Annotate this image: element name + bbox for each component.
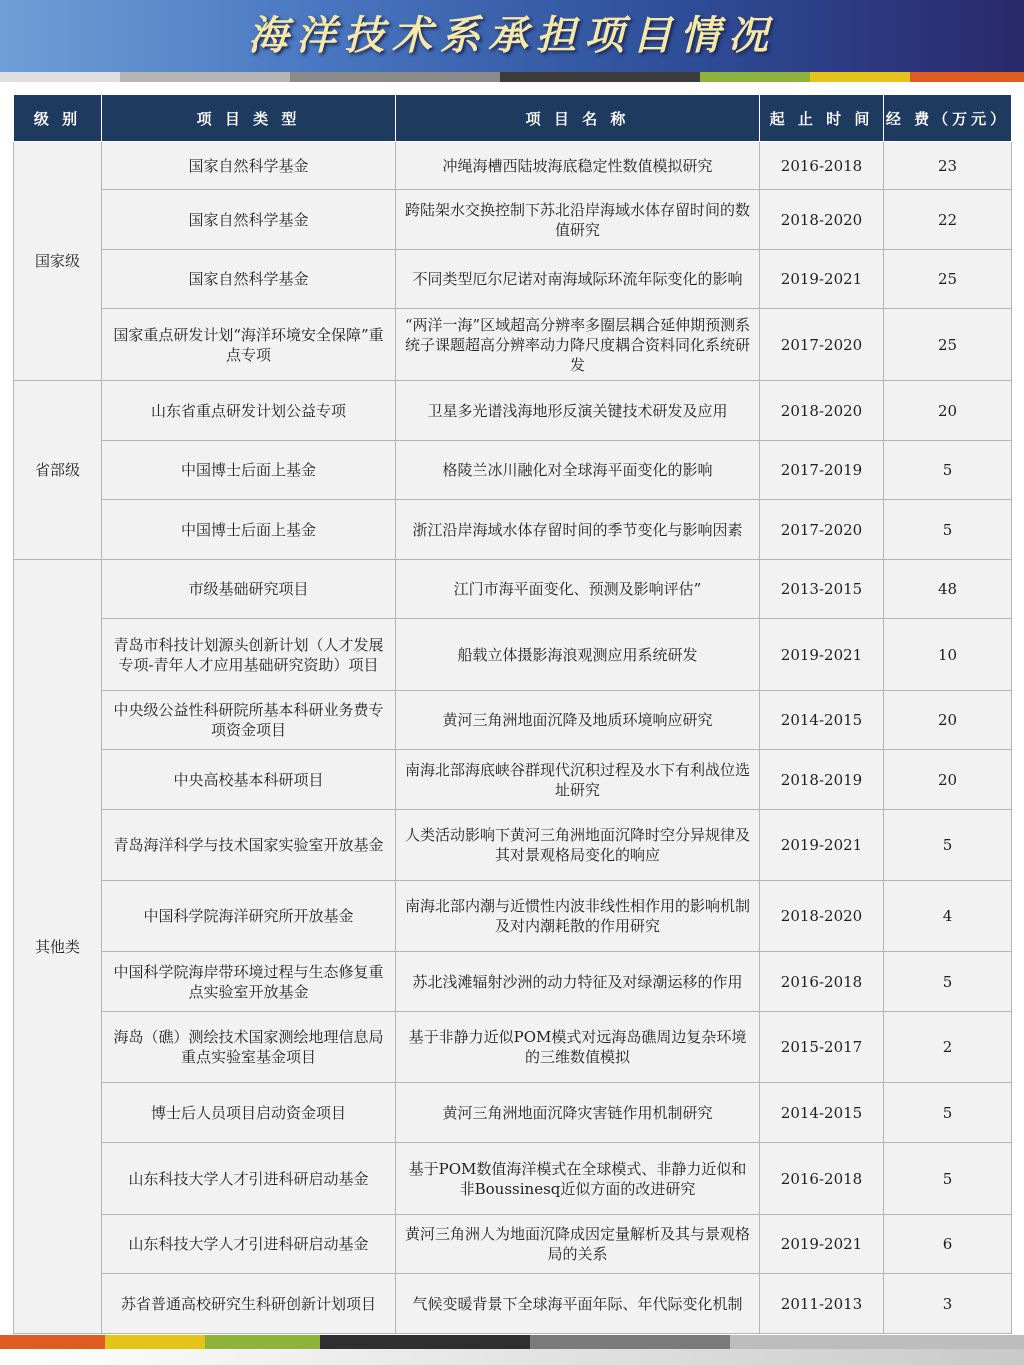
period-cell: 2013-2015 [760, 560, 884, 619]
type-cell: 博士后人员项目启动资金项目 [102, 1083, 396, 1143]
type-cell: 山东科技大学人才引进科研启动基金 [102, 1143, 396, 1215]
type-cell: 山东科技大学人才引进科研启动基金 [102, 1215, 396, 1274]
table-row [14, 619, 1012, 691]
period-cell: 2015-2017 [760, 1012, 884, 1083]
table-row [14, 1143, 1012, 1215]
type-cell: 苏省普通高校研究生科研创新计划项目 [102, 1274, 396, 1334]
page-title: 海洋技术系承担项目情况 [248, 13, 776, 59]
projects-table [13, 94, 1012, 1334]
table-row [14, 1274, 1012, 1334]
fund-cell: 6 [884, 1215, 1012, 1274]
header-period: 起 止 时 间 [760, 95, 884, 142]
type-cell: 山东省重点研发计划公益专项 [102, 381, 396, 441]
name-cell: 冲绳海槽西陆坡海底稳定性数值模拟研究 [396, 142, 760, 190]
period-cell: 2014-2015 [760, 1083, 884, 1143]
fund-cell: 25 [884, 250, 1012, 309]
header-type: 项 目 类 型 [102, 95, 396, 142]
period-cell: 2011-2013 [760, 1274, 884, 1334]
type-cell: 中国科学院海洋研究所开放基金 [102, 881, 396, 952]
period-cell: 2018-2020 [760, 881, 884, 952]
table-row [14, 190, 1012, 250]
type-cell: 国家自然科学基金 [102, 190, 396, 250]
name-cell: 浙江沿岸海域水体存留时间的季节变化与影响因素 [396, 500, 760, 560]
fund-cell: 2 [884, 1012, 1012, 1083]
type-cell: 青岛海洋科学与技术国家实验室开放基金 [102, 810, 396, 881]
fund-cell: 22 [884, 190, 1012, 250]
table-row [14, 952, 1012, 1012]
fund-cell: 5 [884, 500, 1012, 560]
period-cell: 2018-2019 [760, 750, 884, 810]
header-level: 级 别 [14, 95, 102, 142]
name-cell: 南海北部内潮与近惯性内波非线性相作用的影响机制及对内潮耗散的作用研究 [396, 881, 760, 952]
name-cell: 基于非静力近似POM模式对远海岛礁周边复杂环境的三维数值模拟 [396, 1012, 760, 1083]
level-cell: 国家级 [14, 142, 102, 381]
table-row [14, 810, 1012, 881]
table-row [14, 441, 1012, 500]
type-cell: 国家重点研发计划“海洋环境安全保障”重点专项 [102, 309, 396, 381]
table-row [14, 500, 1012, 560]
fund-cell: 4 [884, 881, 1012, 952]
fund-cell: 3 [884, 1274, 1012, 1334]
period-cell: 2019-2021 [760, 619, 884, 691]
name-cell: 基于POM数值海洋模式在全球模式、非静力近似和非Boussinesq近似方面的改进研究 [396, 1143, 760, 1215]
type-cell: 中国博士后面上基金 [102, 441, 396, 500]
fund-cell: 20 [884, 691, 1012, 750]
period-cell: 2017-2020 [760, 309, 884, 381]
table-row [14, 560, 1012, 619]
period-cell: 2017-2019 [760, 441, 884, 500]
type-cell: 市级基础研究项目 [102, 560, 396, 619]
name-cell: 人类活动影响下黄河三角洲地面沉降时空分异规律及其对景观格局变化的响应 [396, 810, 760, 881]
name-cell: 江门市海平面变化、预测及影响评估” [396, 560, 760, 619]
name-cell: 船载立体摄影海浪观测应用系统研发 [396, 619, 760, 691]
period-cell: 2016-2018 [760, 142, 884, 190]
table-row [14, 381, 1012, 441]
header-name: 项 目 名 称 [396, 95, 760, 142]
level-cell: 其他类 [14, 560, 102, 1334]
fund-cell: 20 [884, 750, 1012, 810]
period-cell: 2016-2018 [760, 952, 884, 1012]
fund-cell: 25 [884, 309, 1012, 381]
level-cell: 省部级 [14, 381, 102, 560]
type-cell: 中央级公益性科研院所基本科研业务费专项资金项目 [102, 691, 396, 750]
table-row [14, 750, 1012, 810]
table-row [14, 1083, 1012, 1143]
name-cell: 不同类型厄尔尼诺对南海域际环流年际变化的影响 [396, 250, 760, 309]
fund-cell: 5 [884, 952, 1012, 1012]
fund-cell: 23 [884, 142, 1012, 190]
table-header-row [14, 95, 1012, 142]
bottom-fade [0, 1349, 1024, 1365]
name-cell: 格陵兰冰川融化对全球海平面变化的影响 [396, 441, 760, 500]
table-row [14, 309, 1012, 381]
fund-cell: 10 [884, 619, 1012, 691]
type-cell: 中国博士后面上基金 [102, 500, 396, 560]
fund-cell: 48 [884, 560, 1012, 619]
period-cell: 2014-2015 [760, 691, 884, 750]
name-cell: 黄河三角洲地面沉降及地质环境响应研究 [396, 691, 760, 750]
fund-cell: 5 [884, 810, 1012, 881]
table-row [14, 142, 1012, 190]
fund-cell: 5 [884, 1143, 1012, 1215]
header-fund: 经 费（万元） [884, 95, 1012, 142]
top-decor-stripe [0, 72, 1024, 82]
table-row [14, 1215, 1012, 1274]
name-cell: 苏北浅滩辐射沙洲的动力特征及对绿潮运移的作用 [396, 952, 760, 1012]
table-row [14, 250, 1012, 309]
name-cell: 卫星多光谱浅海地形反演关键技术研发及应用 [396, 381, 760, 441]
type-cell: 青岛市科技计划源头创新计划（人才发展专项-青年人才应用基础研究资助）项目 [102, 619, 396, 691]
name-cell: 黄河三角洲人为地面沉降成因定量解析及其与景观格局的关系 [396, 1215, 760, 1274]
period-cell: 2019-2021 [760, 810, 884, 881]
period-cell: 2016-2018 [760, 1143, 884, 1215]
name-cell: 跨陆架水交换控制下苏北沿岸海域水体存留时间的数值研究 [396, 190, 760, 250]
type-cell: 国家自然科学基金 [102, 142, 396, 190]
fund-cell: 5 [884, 441, 1012, 500]
period-cell: 2018-2020 [760, 190, 884, 250]
bottom-decor-stripe [0, 1335, 1024, 1349]
table-row [14, 881, 1012, 952]
period-cell: 2019-2021 [760, 1215, 884, 1274]
name-cell: “两洋一海”区域超高分辨率多圈层耦合延伸期预测系统子课题超高分辨率动力降尺度耦合资料同化系统研发 [396, 309, 760, 381]
type-cell: 中央高校基本科研项目 [102, 750, 396, 810]
type-cell: 海岛（礁）测绘技术国家测绘地理信息局重点实验室基金项目 [102, 1012, 396, 1083]
name-cell: 气候变暖背景下全球海平面年际、年代际变化机制 [396, 1274, 760, 1334]
table-row [14, 691, 1012, 750]
name-cell: 南海北部海底峡谷群现代沉积过程及水下有利战位选址研究 [396, 750, 760, 810]
period-cell: 2019-2021 [760, 250, 884, 309]
fund-cell: 5 [884, 1083, 1012, 1143]
table-row [14, 1012, 1012, 1083]
type-cell: 中国科学院海岸带环境过程与生态修复重点实验室开放基金 [102, 952, 396, 1012]
name-cell: 黄河三角洲地面沉降灾害链作用机制研究 [396, 1083, 760, 1143]
period-cell: 2017-2020 [760, 500, 884, 560]
fund-cell: 20 [884, 381, 1012, 441]
type-cell: 国家自然科学基金 [102, 250, 396, 309]
period-cell: 2018-2020 [760, 381, 884, 441]
